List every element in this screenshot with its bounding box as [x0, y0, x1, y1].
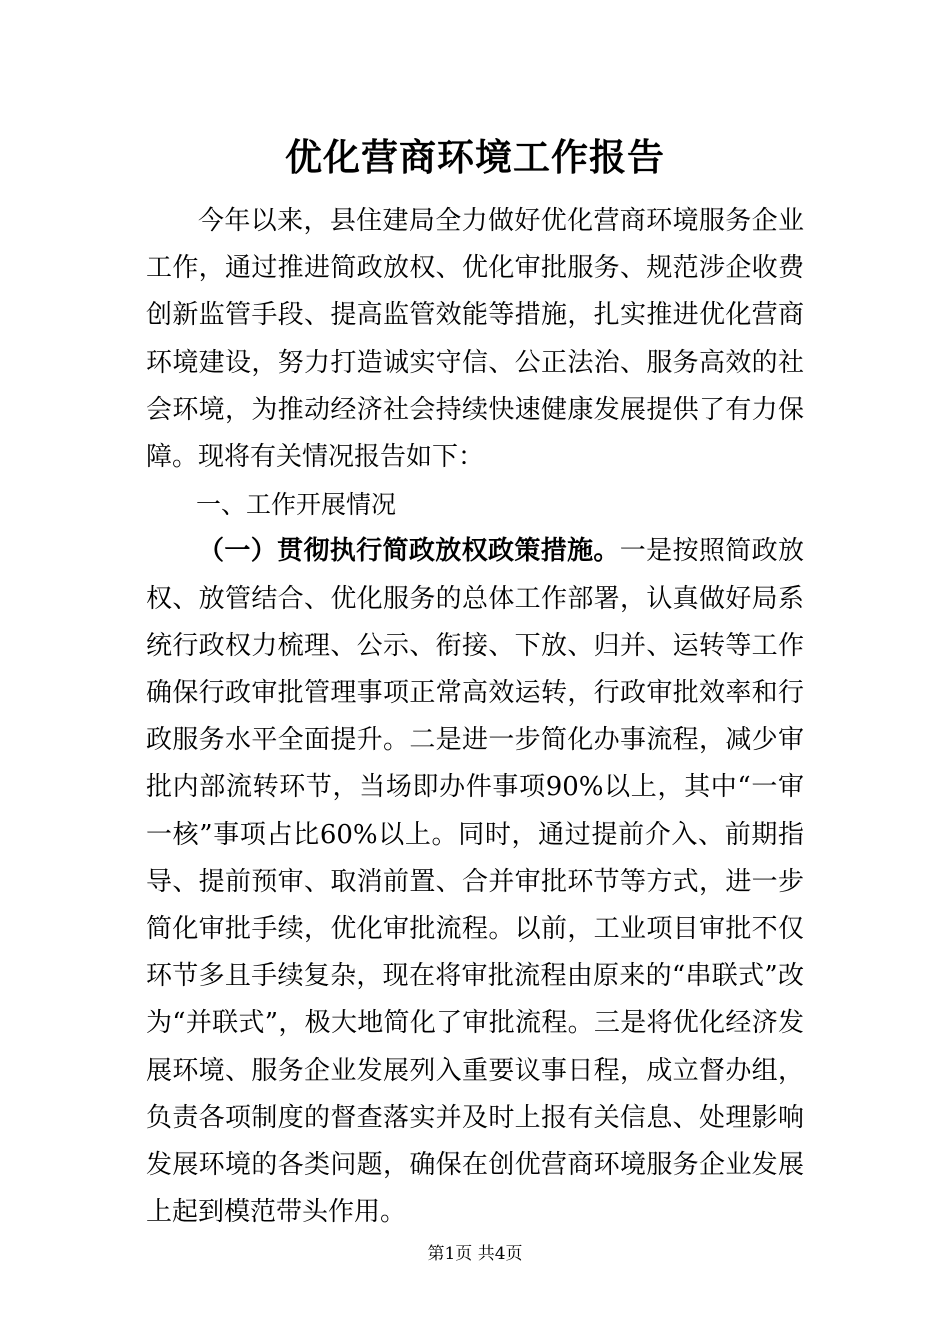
subsection-paragraph [146, 528, 804, 1236]
section-heading: 一、工作开展情况 [196, 490, 397, 520]
intro-paragraph: 今年以来，县住建局全力做好优化营商环境服务企业工作，通过推进简政放权、优化审批服务、规范涉企收费创新监管手段、提高监管效能等措施，扎实推进优化营商环境建设，努力打造诚实守信、公正法治、服务高效的社会环境，为推动经济社会持续快速健康发展提供了有力保障。现将有关情况报告如下： [146, 206, 804, 473]
subsection-heading: （一）贯彻执行简政放权政策措施。 [198, 536, 620, 567]
document-body [146, 198, 804, 1236]
subsection-body: 一是按照简政放权、放管结合、优化服务的总体工作部署，认真做好局系统行政权力梳理、公示、衔接、下放、归并、运转等工作确保行政审批管理事项正常高效运转，行政审批效率和行政服务水平全面提升。二是进一步简化办事流程，减少审批内部流转环节，当场即办件事项90%以上，其中“一审一核”事项占比60%以上。同时，通过提前介入、前期指导、提前预审、取消前置、合并审批环节等方式，进一步简化审批手续，优化审批流程。以前，工业项目审批不仅环节多且手续复杂，现在将审批流程由原来的“串联式”改为“并联式”，极大地简化了审批流程。三是将优化经济发展环境、服务企业发展列入重要议事日程，成立督办组，负责各项制度的督查落实并及时上报有关信息、处理影响发展环境的各类问题，确保在创优营商环境服务企业发展上起到模范带头作用。 [146, 536, 804, 1228]
document-title: 优化营商环境工作报告 [285, 135, 665, 179]
page-footer: 第1页 共4页 [427, 1244, 523, 1264]
